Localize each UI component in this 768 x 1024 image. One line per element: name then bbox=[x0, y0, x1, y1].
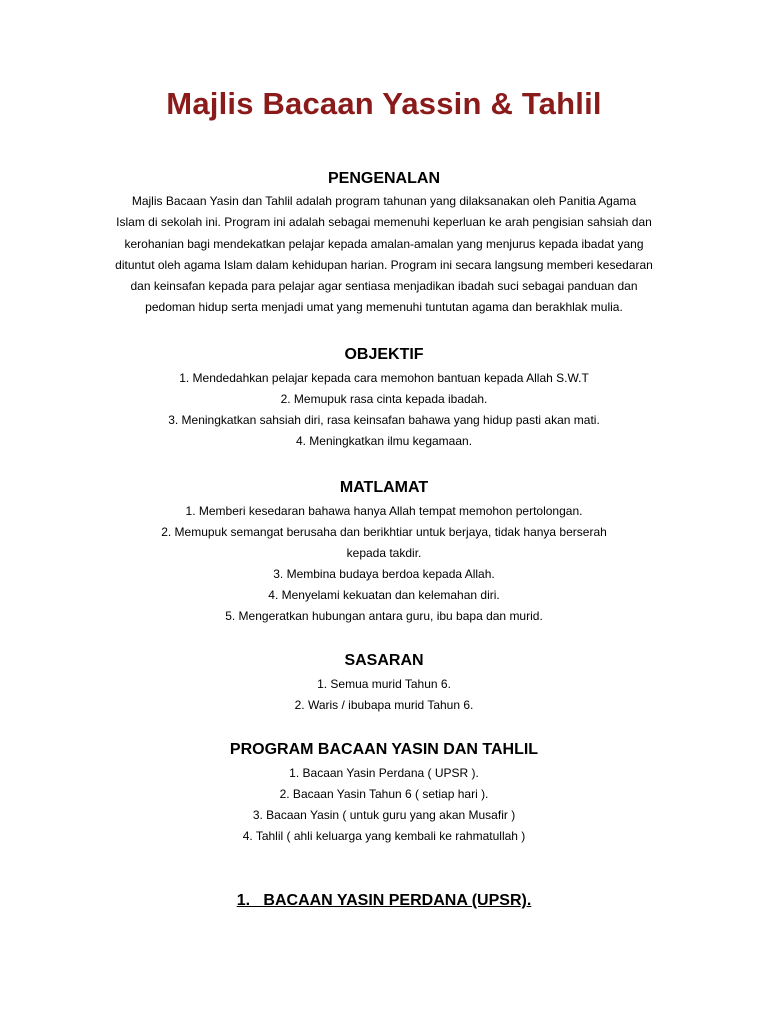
list-item: 1. Memberi kesedaran bahawa hanya Allah tempat memohon pertolongan. bbox=[185, 504, 583, 518]
list-item: 4. Tahlil ( ahli keluarga yang kembali ke rahmatullah ) bbox=[242, 829, 526, 843]
section-heading: SASARAN bbox=[344, 652, 424, 669]
subsection-heading bbox=[0, 892, 768, 910]
section-list bbox=[0, 501, 768, 627]
paragraph-line: dan keinsafan kepada para pelajar agar sentiasa menjadikan ibadah suci sebagai panduan dan bbox=[130, 279, 638, 294]
paragraph-line: dituntut oleh agama Islam dalam kehidupan harian. Program ini secara langsung memberi kesedaran bbox=[115, 257, 653, 272]
paragraph-line: Islam di sekolah ini. Program ini adalah sebagai memenuhi keperluan ke arah pengisian sahsiah dan bbox=[116, 215, 652, 230]
section-list bbox=[0, 763, 768, 847]
list-item: 4. Meningkatkan ilmu kegamaan. bbox=[295, 434, 473, 448]
list-item: kepada takdir. bbox=[346, 546, 422, 560]
list-item: 3. Meningkatkan sahsiah diri, rasa keinsafan bahawa yang hidup pasti akan mati. bbox=[168, 413, 600, 427]
list-item: 2. Bacaan Yasin Tahun 6 ( setiap hari ). bbox=[279, 787, 489, 801]
section-heading: OBJEKTIF bbox=[344, 346, 424, 363]
section-heading: PENGENALAN bbox=[327, 170, 440, 187]
list-item: 2. Waris / ibubapa murid Tahun 6. bbox=[294, 698, 474, 712]
paragraph-line: Majlis Bacaan Yasin dan Tahlil adalah program tahunan yang dilaksanakan oleh Panitia Agama bbox=[131, 194, 637, 208]
list-item: 5. Mengeratkan hubungan antara guru, ibu bapa dan murid. bbox=[225, 609, 543, 623]
list-item: 1. Bacaan Yasin Perdana ( UPSR ). bbox=[289, 766, 479, 780]
list-item: 3. Bacaan Yasin ( untuk guru yang akan Musafir ) bbox=[252, 808, 516, 822]
section-matlamat bbox=[0, 478, 768, 627]
list-item: 2. Memupuk rasa cinta kepada ibadah. bbox=[280, 392, 488, 406]
section-heading: PROGRAM BACAAN YASIN DAN TAHLIL bbox=[229, 741, 539, 758]
section-paragraph bbox=[89, 191, 679, 319]
paragraph-line: kerohanian bagi mendekatkan pelajar kepada amalan-amalan yang menjurus kepada ibadat yang bbox=[124, 236, 644, 251]
list-item: 4. Menyelami kekuatan dan kelemahan diri. bbox=[268, 588, 500, 602]
section-sasaran bbox=[0, 651, 768, 716]
section-objektif bbox=[0, 345, 768, 452]
paragraph-line: pedoman hidup serta menjadi umat yang memenuhi tuntutan agama dan berakhlak mulia. bbox=[145, 300, 623, 315]
section-list bbox=[0, 674, 768, 716]
list-item: 1. Mendedahkan pelajar kepada cara memohon bantuan kepada Allah S.W.T bbox=[179, 371, 589, 385]
subsection-heading-text: 1. BACAAN YASIN PERDANA (UPSR). bbox=[236, 892, 532, 909]
section-program bbox=[0, 740, 768, 847]
section-heading: MATLAMAT bbox=[339, 479, 429, 496]
page-title: Majlis Bacaan Yassin & Tahlil bbox=[166, 86, 602, 121]
section-list bbox=[0, 368, 768, 452]
list-item: 1. Semua murid Tahun 6. bbox=[317, 677, 451, 691]
section-pengenalan bbox=[0, 169, 768, 319]
list-item: 2. Memupuk semangat berusaha dan berikhtiar untuk berjaya, tidak hanya berserah bbox=[161, 525, 607, 539]
list-item: 3. Membina budaya berdoa kepada Allah. bbox=[273, 567, 495, 581]
